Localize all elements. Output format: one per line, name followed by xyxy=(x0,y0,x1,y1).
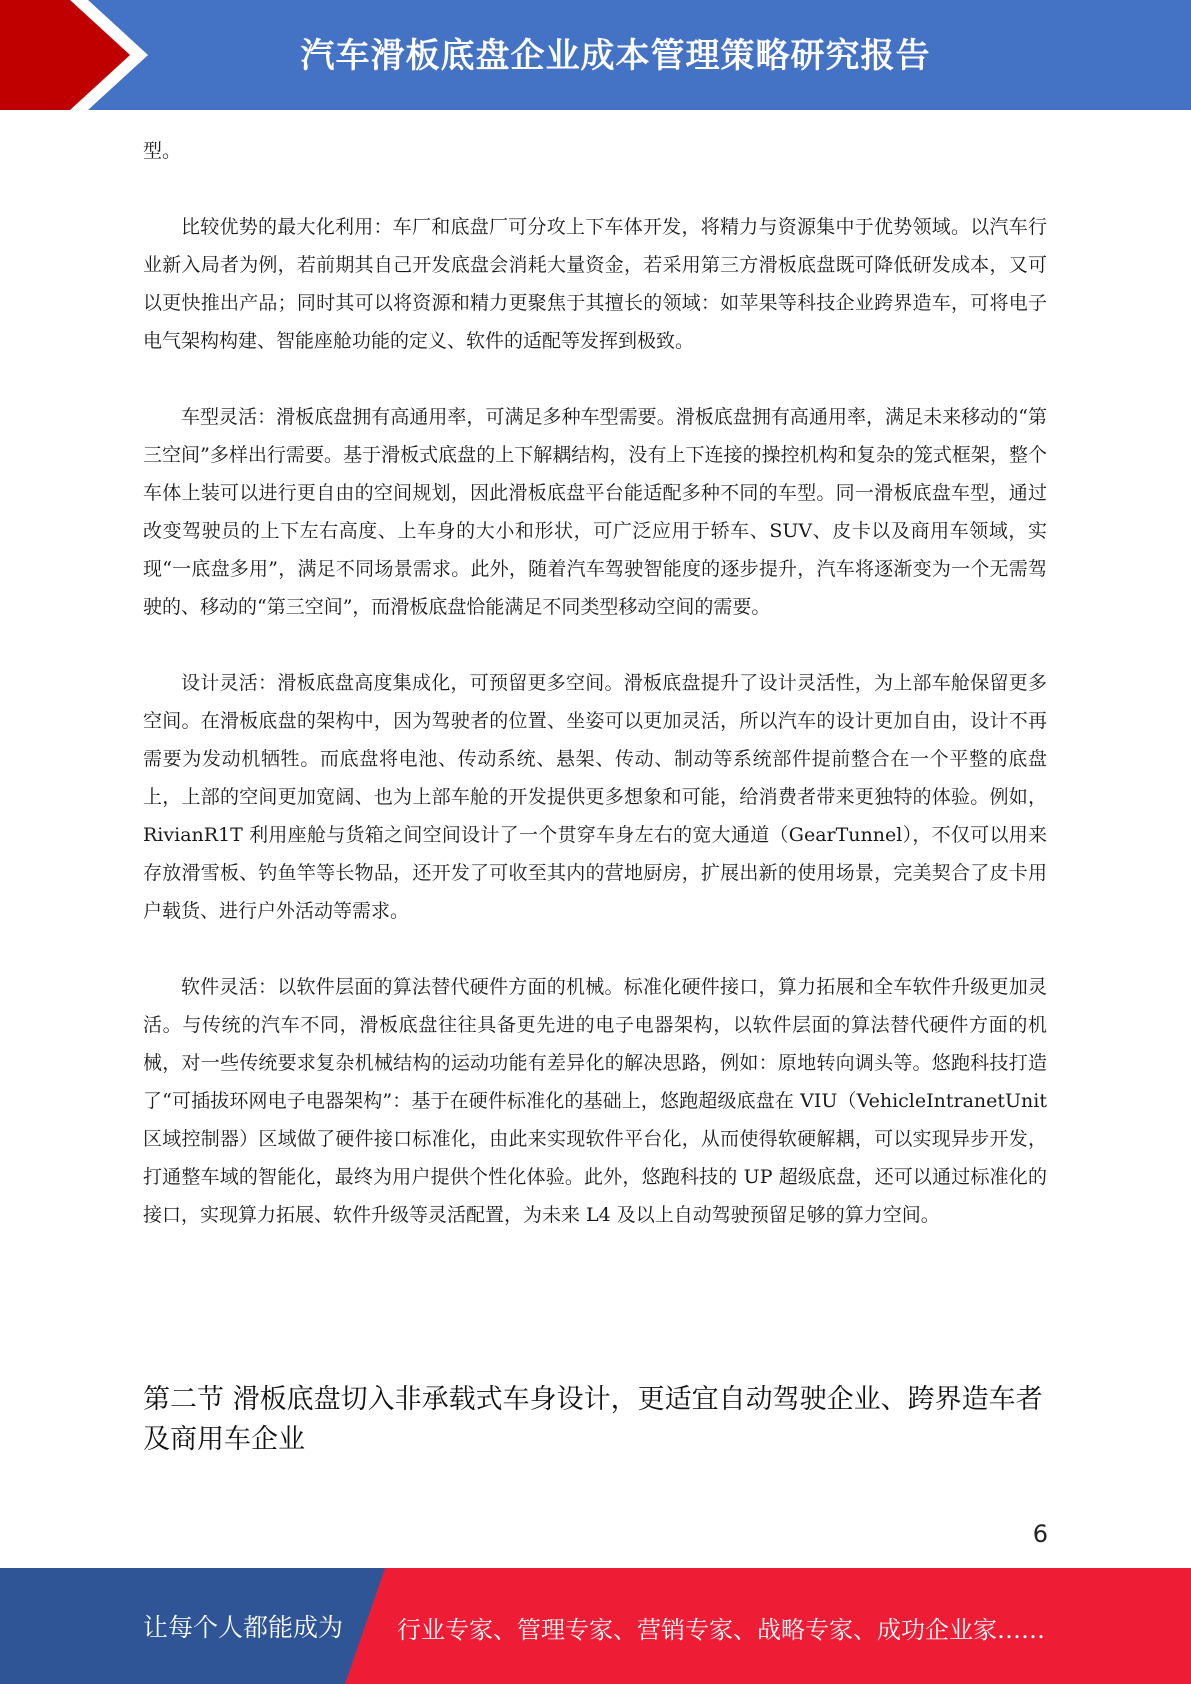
page-footer-banner xyxy=(0,1568,1191,1684)
page-number: 6 xyxy=(1032,1520,1048,1548)
section-heading: 第二节 滑板底盘切入非承载式车身设计，更适宜自动驾驶企业、跨界造车者及商用车企业 xyxy=(143,1384,1043,1455)
paragraph-continuation: 型。 xyxy=(143,140,182,162)
paragraph-comparative-advantage: 比较优势的最大化利用：车厂和底盘厂可分攻上下车体开发，将精力与资源集中于优势领域。以汽车行业新入局者为例，若前期其自己开发底盘会消耗大量资金，若采用第三方滑板底盘既可降低研发成本，又可以更快推出产品；同时其可以将资源和精力更聚焦于其擅长的领域：如苹果等科技企业跨界造车，可将电子电气架构构建、智能座舱功能的定义、软件的适配等发挥到极致。 xyxy=(143,216,1047,352)
footer-slogan-left: 让每个人都能成为 xyxy=(143,1613,344,1642)
footer-slogan-right: 行业专家、管理专家、营销专家、战略专家、成功企业家…… xyxy=(397,1616,1045,1644)
paragraph-software-flexibility: 软件灵活：以软件层面的算法替代硬件方面的机械。标准化硬件接口，算力拓展和全车软件升级更加灵活。与传统的汽车不同，滑板底盘往往具备更先进的电子电器架构，以软件层面的算法替代硬件方面的机械，对一些传统要求复杂机械结构的运动功能有差异化的解决思路，例如：原地转向调头等。悠跑科技打造了“可插拔环网电子电器架构”：基于在硬件标准化的基础上，悠跑超级底盘在 VIU（VehicleIntranetUnit 区域控制器）区域做了硬件接口标准化，由此来实现软件平台化，从而使得软硬解耦，可以实现异步开发，打通整车域的智能化，最终为用户提供个性化体验。此外，悠跑科技的 UP 超级底盘，还可以通过标准化的接口，实现算力拓展、软件升级等灵活配置，为未来 L4 及以上自动驾驶预留足够的算力空间。 xyxy=(143,976,1047,1226)
paragraph-vehicle-flexibility: 车型灵活：滑板底盘拥有高通用率，可满足多种车型需要。滑板底盘拥有高通用率，满足未来移动的“第三空间”多样出行需要。基于滑板式底盘的上下解耦结构，没有上下连接的操控机构和复杂的笼式框架，整个车体上装可以进行更自由的空间规划，因此滑板底盘平台能适配多种不同的车型。同一滑板底盘车型，通过改变驾驶员的上下左右高度、上车身的大小和形状，可广泛应用于轿车、SUV、皮卡以及商用车领域，实现“一底盘多用”，满足不同场景需求。此外，随着汽车驾驶智能度的逐步提升，汽车将逐渐变为一个无需驾驶的、移动的“第三空间”，而滑板底盘恰能满足不同类型移动空间的需要。 xyxy=(143,406,1047,618)
page-header-banner xyxy=(0,0,1191,110)
paragraph-design-flexibility: 设计灵活：滑板底盘高度集成化，可预留更多空间。滑板底盘提升了设计灵活性，为上部车舱保留更多空间。在滑板底盘的架构中，因为驾驶者的位置、坐姿可以更加灵活，所以汽车的设计更加自由，设计不再需要为发动机牺牲。而底盘将电池、传动系统、悬架、传动、制动等系统部件提前整合在一个平整的底盘上，上部的空间更加宽阔、也为上部车舱的开发提供更多想象和可能，给消费者带来更独特的体验。例如，RivianR1T 利用座舱与货箱之间空间设计了一个贯穿车身左右的宽大通道（GearTunnel），不仅可以用来存放滑雪板、钓鱼竿等长物品，还开发了可收至其内的营地厨房，扩展出新的使用场景，完美契合了皮卡用户载货、进行户外活动等需求。 xyxy=(143,672,1047,922)
body-text xyxy=(143,132,1047,1272)
report-title: 汽车滑板底盘企业成本管理策略研究报告 xyxy=(300,36,931,76)
